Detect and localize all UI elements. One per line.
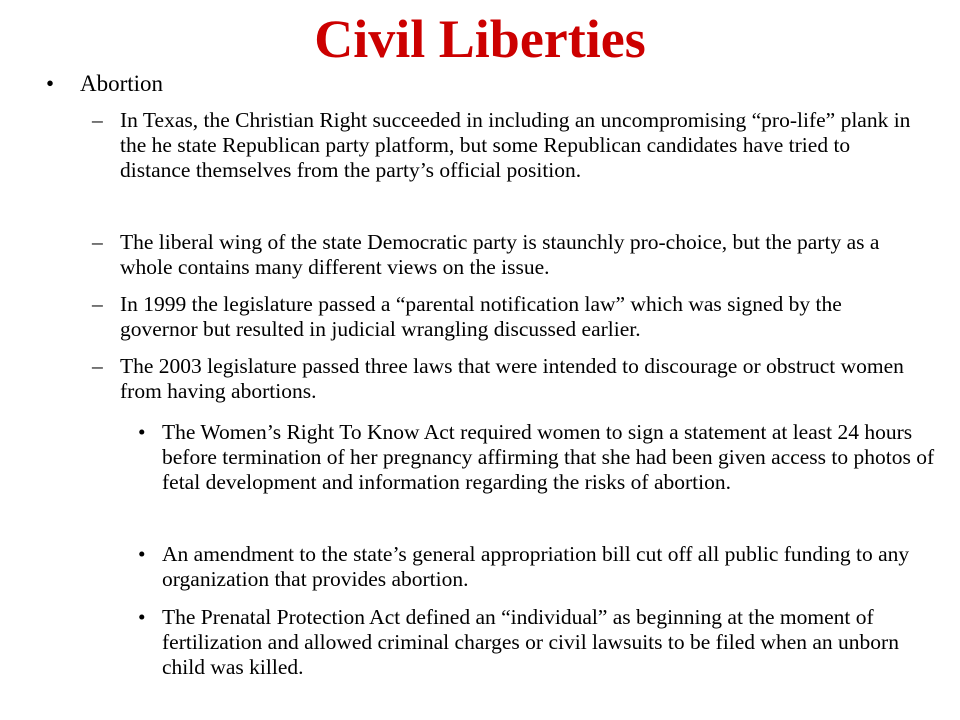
bullet-icon: • — [138, 605, 146, 629]
subpoint-text: The Women’s Right To Know Act required women to sign a statement at least 24 hours before termination of her pregnancy affirming that she had been given access to photos of fetal development and information regarding the risks of abortion. — [162, 420, 935, 494]
bullet-icon: • — [138, 542, 146, 566]
bullet-icon: • — [138, 420, 146, 444]
point-text: The 2003 legislature passed three laws that were intended to discourage or obstruct women from having abortions. — [120, 354, 904, 403]
dash-icon: – — [92, 230, 103, 254]
dash-icon: – — [92, 354, 103, 378]
point-text: In 1999 the legislature passed a “parental notification law” which was signed by the governor but resulted in judicial wrangling discussed earlier. — [120, 292, 842, 341]
point-item — [92, 292, 922, 342]
subpoint-text: An amendment to the state’s general appropriation bill cut off all public funding to any organization that provides abortion. — [162, 542, 910, 591]
bullet-icon: • — [46, 71, 55, 96]
point-item — [92, 108, 922, 183]
slide-title: Civil Liberties — [314, 9, 646, 69]
subpoint-item — [138, 542, 938, 592]
point-text: The liberal wing of the state Democratic party is staunchly pro-choice, but the party as a whole contains many different views on the issue. — [120, 230, 880, 279]
dash-icon: – — [92, 108, 103, 132]
subpoint-item — [138, 420, 938, 495]
topic-label: Abortion — [80, 71, 164, 96]
point-item — [92, 230, 922, 280]
subpoint-text: The Prenatal Protection Act defined an “individual” as beginning at the moment of fertilization and allowed criminal charges or civil lawsuits to be filed when an unborn child was killed. — [162, 605, 899, 679]
point-item — [92, 354, 922, 404]
dash-icon: – — [92, 292, 103, 316]
point-text: In Texas, the Christian Right succeeded in including an uncompromising “pro-life” plank in the he state Republican party platform, but some Republican candidates have tried to distance themselves from the party’s official position. — [120, 108, 911, 182]
subpoint-item — [138, 605, 938, 680]
